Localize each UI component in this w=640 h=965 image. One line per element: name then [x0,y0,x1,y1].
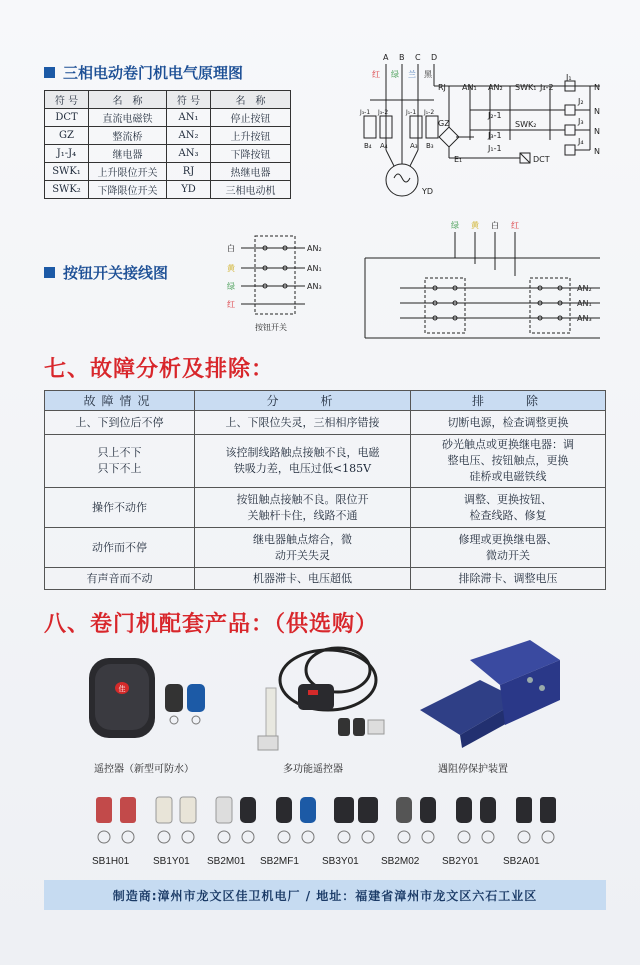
legend-row [45,181,291,199]
multi-function-remote-image [248,640,398,755]
fob-model-label: SB1H01 [92,856,130,867]
legend-row [45,163,291,181]
fob-model-label: SB2M02 [381,856,420,867]
fault-analysis: 机器滞卡、电压超低 [195,568,411,590]
label-a4: A₄ [380,142,388,150]
remote-fob-sb3y01 [328,793,386,863]
label-an2: AN₂ [488,83,503,92]
legend-header: 名 称 [211,91,291,109]
fob-model-label: SB2Y01 [442,856,479,867]
button-label: AN₃ [307,282,322,291]
fault-remedy: 修理或更换继电器、 微动开关 [411,528,606,568]
legend-cell: RJ [167,163,211,181]
fault-remedy: 切断电源，检查调整更换 [411,411,606,435]
legend-header: 符 号 [167,91,211,109]
phase-label: A [383,53,389,62]
phase-label: B [399,53,405,62]
legend-cell: AN₁ [167,109,211,127]
label-a3: A₃ [410,142,418,150]
accessory-products-title: 八、卷门机配套产品：（供选购） [44,612,379,637]
fob-model-label: SB1Y01 [153,856,190,867]
legend-cell: 上升限位开关 [89,163,167,181]
legend-cell: 整流桥 [89,127,167,145]
fault-row [45,528,606,568]
label-j1-1: J₁-1 [488,144,502,153]
button-switch-diagram [225,230,335,340]
fob-model-label: SB2A01 [503,856,540,867]
label-swk1: SWK₁ [515,83,537,92]
wire-label: 绿 [227,282,235,291]
remote-fob-sb2m02 [388,793,446,863]
fault-symptom: 上、下到位后不停 [45,411,195,435]
button-label: AN₁ [577,299,592,308]
remote-fob-sb1y01 [148,793,206,863]
legend-cell: 上升按钮 [211,127,291,145]
section-button-wiring-title: 按钮开关接线图 [63,264,169,282]
fault-symptom: 有声音而不动 [45,568,195,590]
legend-row [45,127,291,145]
remote-fob-sb2y01 [448,793,506,863]
wire-label: 绿 [451,221,459,230]
legend-cell: 直流电磁铁 [89,109,167,127]
button-wiring-diagram [355,218,615,353]
legend-cell: DCT [45,109,89,127]
receiver-logo-text: 佳 [118,685,126,693]
switch-caption: 按钮开关 [255,323,287,332]
section-schematic-heading [44,62,243,83]
label-j3-1: J₃-1 [488,131,502,140]
legend-cell: 继电器 [89,145,167,163]
fault-analysis: 上、下限位失灵，三相相序错接 [195,411,411,435]
label-e1: E₁ [454,155,463,164]
legend-header-row [45,91,291,109]
phase-color-label: 绿 [391,70,399,79]
fault-analysis: 继电器触点熔合，微 动开关失灵 [195,528,411,568]
manufacturer-address: 制造商:漳州市龙文区佳卫机电厂 / 地址：福建省漳州市龙文区六石工业区 [112,888,538,903]
fault-header-row [45,391,606,411]
label-swk2: SWK₂ [515,120,537,129]
label-j2: J₂ [578,97,584,106]
phase-color-label: 红 [372,70,380,79]
label-n: N [594,127,600,136]
phase-label: D [431,53,438,62]
label-j1-2-left: J₁-2 [424,109,435,116]
wire-label: 黄 [227,264,235,273]
label-rj: RJ [438,83,446,92]
label-j1: J₁ [566,73,572,82]
fault-remedy: 砂光触点或更换继电器：调 整电压、按钮触点，更换 硅桥或电磁铁线 [411,435,606,488]
fob-model-label: SB2M01 [207,856,246,867]
label-an1: AN₁ [462,83,477,92]
fault-analysis: 按钮触点接触不良。限位开 关触杆卡住，线路不通 [195,488,411,528]
phase-label: C [415,53,421,62]
manufacturer-footer [44,880,606,910]
label-j1-1-left: J₁-1 [406,109,417,116]
legend-cell: GZ [45,127,89,145]
remote-fob-sb2m01 [208,793,266,863]
legend-cell: 停止按钮 [211,109,291,127]
legend-cell: YD [167,181,211,199]
legend-row [45,145,291,163]
fault-remedy: 调整、更换按钮、 检查线路、修复 [411,488,606,528]
button-label: AN₂ [577,284,592,293]
fob-model-label: SB3Y01 [322,856,359,867]
label-b3: B₃ [426,142,434,150]
label-j4: J₄ [578,137,584,146]
label-j4-2: J₄-2 [540,83,554,92]
legend-row [45,109,291,127]
legend-header: 符 号 [45,91,89,109]
remote-fob-sb2a01 [508,793,566,863]
label-j2-1: J₂-1 [488,111,502,120]
legend-header: 名 称 [89,91,167,109]
legend-cell: SWK₁ [45,163,89,181]
legend-cell: 下降限位开关 [89,181,167,199]
fob-model-label: SB2MF1 [260,856,299,867]
phase-color-label: 黑 [424,70,432,79]
label-j3: J₃ [578,117,584,126]
wire-label: 红 [511,221,519,230]
label-n: N [594,147,600,156]
product-caption: 多功能遥控器 [283,764,343,775]
legend-cell: AN₃ [167,145,211,163]
obstruction-stop-device-image [410,640,565,755]
wire-label: 白 [227,244,235,253]
label-dct: DCT [533,155,550,164]
remote-fob-row [88,793,568,863]
fault-remedy: 排除滞卡、调整电压 [411,568,606,590]
wire-label: 黄 [471,221,479,230]
wire-label: 红 [227,300,235,309]
legend-cell: 热继电器 [211,163,291,181]
waterproof-receiver-image [85,648,215,748]
fault-symptom: 只上不下 只下不上 [45,435,195,488]
fault-row [45,411,606,435]
bullet-square-icon [44,67,55,78]
label-j3-2-left: J₃-2 [378,109,389,116]
bullet-square-icon [44,267,55,278]
motor-control-schematic [350,50,620,210]
legend-cell: 三相电动机 [211,181,291,199]
legend-cell: SWK₂ [45,181,89,199]
fault-analysis-table [44,390,606,590]
button-label: AN₁ [307,264,322,273]
legend-cell: 下降按钮 [211,145,291,163]
label-gz: GZ [438,119,450,128]
label-n: N [594,107,600,116]
symbol-legend-table [44,90,291,199]
remote-fob-sb2mf1 [268,793,326,863]
product-caption: 遥控器（新型可防水） [94,764,194,775]
fault-symptom: 动作而不停 [45,528,195,568]
phase-color-label: 兰 [408,70,416,79]
product-caption: 遇阻停保护装置 [438,764,508,775]
fault-header: 分 析 [195,391,411,411]
section-button-wiring-heading [44,262,168,283]
fault-row [45,488,606,528]
wire-label: 白 [491,221,499,230]
legend-cell: AN₂ [167,127,211,145]
label-b4: B₄ [364,142,372,150]
label-yd: YD [422,187,434,196]
button-label: AN₂ [307,244,322,253]
fault-symptom: 操作不动作 [45,488,195,528]
fault-row [45,435,606,488]
section-schematic-title: 三相电动卷门机电气原理图 [63,64,244,82]
fault-row [45,568,606,590]
button-label: AN₃ [577,314,592,323]
label-j3-1-left: J₃-1 [360,109,371,116]
fault-header: 排 除 [411,391,606,411]
remote-fob-sb1h01 [88,793,146,863]
fault-analysis: 该控制线路触点接触不良，电磁 铁吸力差，电压过低<185V [195,435,411,488]
fault-analysis-title: 七、故障分析及排除： [44,357,275,382]
label-n: N [594,83,600,92]
legend-cell: J₁-J₄ [45,145,89,163]
fault-header: 故障情况 [45,391,195,411]
